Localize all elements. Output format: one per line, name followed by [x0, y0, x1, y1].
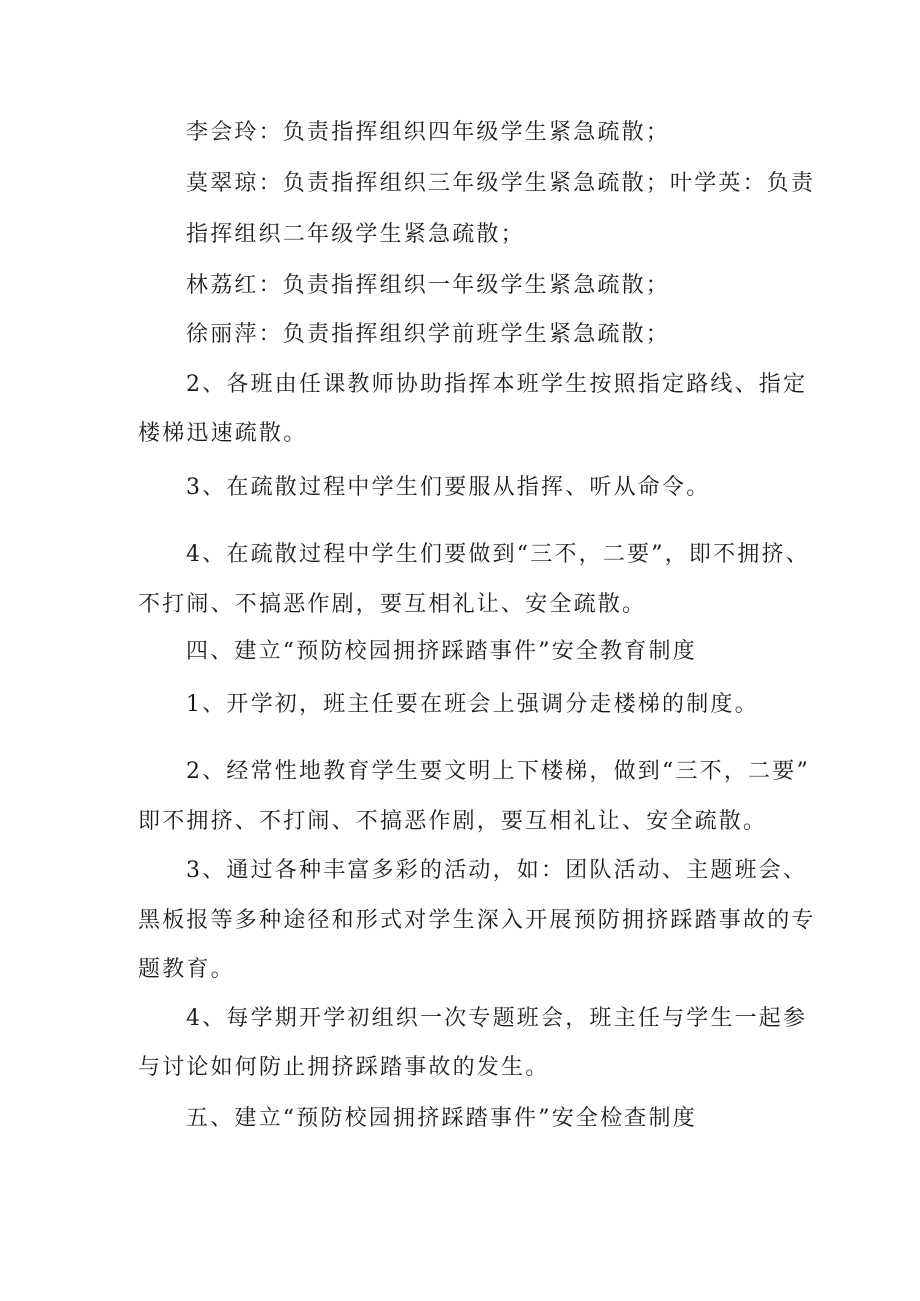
item3-line: 3、在疏散过程中学生们要服从指挥、听从命令。	[186, 475, 711, 500]
assignment-line-grade3: 莫翠琼：负责指挥组织三年级学生紧急疏散；叶学英：负责	[186, 171, 816, 196]
s4-item3-line3: 题教育。	[138, 957, 235, 982]
s4-item1-line: 1、开学初，班主任要在班会上强调分走楼梯的制度。	[186, 692, 759, 717]
item2-line2: 楼梯迅速疏散。	[138, 421, 308, 446]
s4-item2-line2: 即不拥挤、不打闹、不搞恶作剧，要互相礼让、安全疏散。	[138, 809, 768, 834]
s4-item3-line1: 3、通过各种丰富多彩的活动，如：团队活动、主题班会、	[186, 858, 808, 883]
section4-heading: 四、建立“预防校园拥挤踩踏事件”安全教育制度	[186, 639, 697, 664]
s4-item2-line1: 2、经常性地教育学生要文明上下楼梯，做到“三不，二要”	[186, 759, 810, 784]
item4-line1: 4、在疏散过程中学生们要做到“三不，二要”，即不拥挤、	[186, 542, 810, 567]
assignment-line-grade2: 指挥组织二年级学生紧急疏散；	[186, 222, 525, 247]
s4-item4-line1: 4、每学期开学初组织一次专题班会，班主任与学生一起参	[186, 1006, 808, 1031]
item4-line2: 不打闹、不搞恶作剧，要互相礼让、安全疏散。	[138, 592, 647, 617]
assignment-line-preschool: 徐丽萍：负责指挥组织学前班学生紧急疏散；	[186, 322, 671, 347]
item2-line1: 2、各班由任课教师协助指挥本班学生按照指定路线、指定	[186, 372, 808, 397]
section5-heading: 五、建立“预防校园拥挤踩踏事件”安全检查制度	[186, 1106, 697, 1131]
s4-item3-line2: 黑板报等多种途径和形式对学生深入开展预防拥挤踩踏事故的专	[138, 908, 816, 933]
s4-item4-line2: 与讨论如何防止拥挤踩踏事故的发生。	[138, 1055, 550, 1080]
assignment-line-grade4: 李会玲：负责指挥组织四年级学生紧急疏散；	[186, 120, 671, 145]
assignment-line-grade1: 林荔红：负责指挥组织一年级学生紧急疏散；	[186, 273, 671, 298]
